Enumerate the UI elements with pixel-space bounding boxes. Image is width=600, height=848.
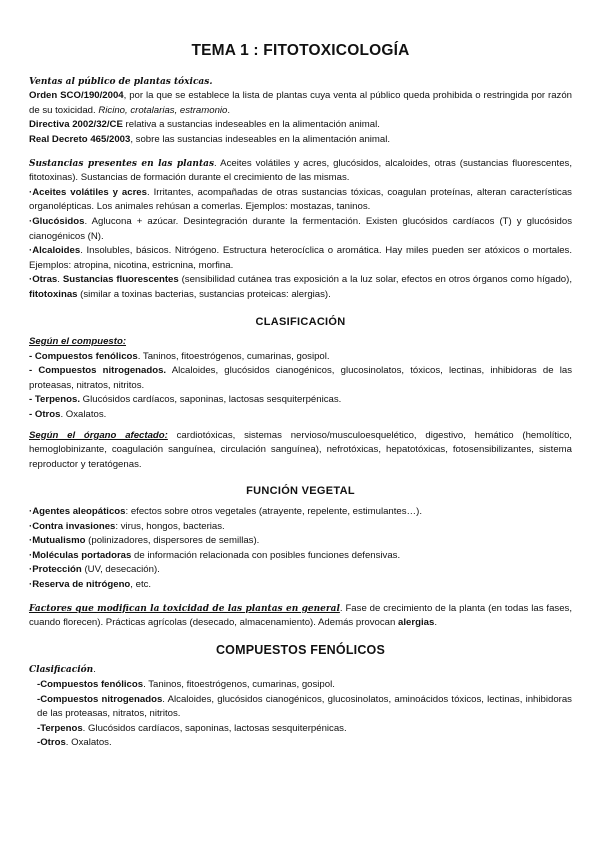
funcion-item: ·Mutualismo (polinizadores, dispersores de semillas). [29, 535, 260, 547]
funcion-heading: FUNCIÓN VEGETAL [246, 485, 355, 498]
alcaloides-paragraph: ·Alcaloides. Insolubles, básicos. Nitrógeno. Estructura heterocíclica o aromática. Hay miles pueden ser atóxicos o mortales. Ejemplos: atropina, nicotina, estricnina, morfina. [29, 245, 572, 271]
fenolicos-clasificacion-label: Clasificación. [29, 664, 96, 676]
funcion-item: ·Contra invasiones: virus, hongos, bacterias. [29, 520, 225, 532]
sustancias-intro: Sustancias presentes en las plantas. Aceites volátiles y acres, glucósidos, alcaloides, otras (sustancias fluorescentes, fitotoxinas). Sustancias de formación durante el crecimiento de las mismas. [29, 157, 573, 184]
decreto-paragraph: Real Decreto 465/2003, sobre las sustancias indeseables en la alimentación animal. [29, 133, 391, 145]
factores-paragraph: Factores que modifican la toxicidad de las plantas en general. Fase de crecimiento de la planta (en todas las fases, cuando florecen). Prácticas agrícolas (desecado, almacenamiento). Además provocan alergias. [29, 602, 573, 629]
funcion-item: ·Reserva de nitrógeno, etc. [29, 579, 152, 590]
funcion-item: ·Moléculas portadoras de información relacionada con posibles funciones defensivas. [29, 549, 401, 561]
clasificacion-heading: CLASIFICACIÓN [255, 315, 346, 328]
segun-compuesto-label: Según el compuesto: [29, 336, 127, 348]
fenolicos-item: -Compuestos nitrogenados. Alcaloides, glucósidos cianogénicos, glucosinolatos, aminoácidos tóxicos, lectinas, inhibidoras de las proteasas, nitratos, nitritos. [37, 693, 572, 720]
page-title: TEMA 1 : FITOTOXICOLOGÍA [191, 42, 410, 59]
aceites-paragraph: ·Aceites volátiles y acres. Irritantes, acompañadas de otras sustancias tóxicas, coagulan proteínas, alteran características organolépticas. Los animales rehúsan a comerlas. Ejemplos: mostazas, taninos. [29, 186, 572, 213]
glucosidos-paragraph: ·Glucósidos. Aglucona + azúcar. Desintegración durante la fermentación. Existen glucósidos cardíacos (T) y glucósidos cianogénicos (N). [29, 215, 572, 242]
fenolicos-heading: COMPUESTOS FENÓLICOS [215, 642, 386, 657]
orden-examples: Ricino, crotalarias, estramonio [98, 104, 228, 116]
ventas-heading: Ventas al público de plantas tóxicas. [29, 76, 213, 87]
clasificacion-item: - Compuestos nitrogenados. Alcaloides, glucósidos cianogénicos, glucosinolatos, tóxicos, lectinas, inhibidoras de las proteasas, nitratos, nitritos. [29, 365, 573, 391]
funcion-item: ·Protección (UV, desecación). [29, 564, 160, 576]
otras-paragraph: ·Otras. Sustancias fluorescentes (sensibilidad cutánea tras exposición a la luz solar, efectos en otros órganos como hígado), fitotoxinas (similar a toxinas bacterias, sustancias proteicas: alergias). [29, 274, 572, 300]
clasificacion-item: - Compuestos fenólicos. Taninos, fitoestrógenos, cumarinas, gosipol. [29, 350, 330, 362]
clasificacion-item: - Otros. Oxalatos. [29, 409, 107, 421]
funcion-item: ·Agentes aleopáticos: efectos sobre otros vegetales (atrayente, repelente, estimulantes…). [29, 506, 422, 518]
directiva-paragraph: Directiva 2002/32/CE relativa a sustancias indeseables en la alimentación animal. [29, 119, 380, 131]
orden-label: Orden SCO/190/2004 [29, 90, 124, 102]
fenolicos-item: -Terpenos. Glucósidos cardíacos, saponinas, lactosas sesquiterpénicas. [37, 722, 347, 734]
fenolicos-item: -Otros. Oxalatos. [37, 737, 112, 749]
clasificacion-item: - Terpenos. Glucósidos cardíacos, saponinas, lactosas sesquiterpénicas. [29, 394, 342, 406]
orden-paragraph: Orden SCO/190/2004, por la que se establece la lista de plantas cuya venta al público queda prohibida o restringida por razón de su toxicidad. Ricino, crotalarias, estramonio. [29, 90, 573, 116]
segun-organo-paragraph: Según el órgano afectado: cardiotóxicas, sistemas nervioso/musculoesquelético, digestivo, hemático (hemolítico, hemoglobinizante, coagulación sanguínea, circulación sanguínea), nefrotóxicas, hepatotóxicas, fotosensibilizantes, sistema reproductor y teratógenas. [29, 429, 572, 470]
fenolicos-item: -Compuestos fenólicos. Taninos, fitoestrógenos, cumarinas, gosipol. [37, 678, 335, 690]
document-page [29, 44, 572, 751]
